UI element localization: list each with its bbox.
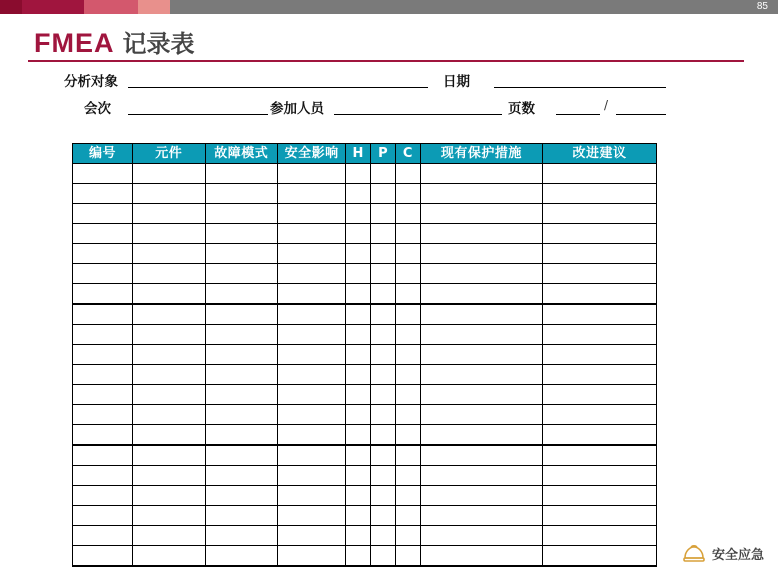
- table-cell[interactable]: [205, 164, 277, 184]
- table-cell[interactable]: [396, 345, 421, 365]
- table-cell[interactable]: [371, 345, 396, 365]
- color-segment-5: [170, 0, 778, 14]
- table-cell[interactable]: [420, 445, 542, 466]
- table-row[interactable]: [73, 224, 657, 244]
- table-cell[interactable]: [346, 204, 371, 224]
- table-cell[interactable]: [277, 244, 345, 264]
- table-cell[interactable]: [543, 184, 657, 204]
- table-cell[interactable]: [277, 184, 345, 204]
- table-cell[interactable]: [73, 284, 133, 305]
- table-cell[interactable]: [543, 345, 657, 365]
- table-cell[interactable]: [371, 164, 396, 184]
- table-cell[interactable]: [543, 506, 657, 526]
- table-cell[interactable]: [277, 466, 345, 486]
- table-cell[interactable]: [371, 244, 396, 264]
- table-cell[interactable]: [205, 204, 277, 224]
- table-cell[interactable]: [371, 526, 396, 546]
- column-header-c: C: [396, 144, 421, 164]
- table-row[interactable]: [73, 506, 657, 526]
- table-cell[interactable]: [396, 244, 421, 264]
- table-cell[interactable]: [205, 325, 277, 345]
- table-cell[interactable]: [73, 546, 133, 567]
- table-cell[interactable]: [73, 244, 133, 264]
- table-cell[interactable]: [543, 405, 657, 425]
- page-title-cn: 记录表: [122, 30, 195, 58]
- table-cell[interactable]: [396, 506, 421, 526]
- table-cell[interactable]: [420, 204, 542, 224]
- table-cell[interactable]: [396, 405, 421, 425]
- table-cell[interactable]: [73, 325, 133, 345]
- table-row[interactable]: [73, 304, 657, 325]
- table-row[interactable]: [73, 526, 657, 546]
- table-cell[interactable]: [543, 204, 657, 224]
- table-cell[interactable]: [205, 466, 277, 486]
- table-cell[interactable]: [420, 224, 542, 244]
- table-cell[interactable]: [371, 284, 396, 305]
- table-cell[interactable]: [543, 325, 657, 345]
- table-cell[interactable]: [371, 445, 396, 466]
- table-cell[interactable]: [133, 325, 205, 345]
- table-cell[interactable]: [543, 304, 657, 325]
- table-cell[interactable]: [277, 486, 345, 506]
- table-cell[interactable]: [420, 466, 542, 486]
- table-cell[interactable]: [73, 184, 133, 204]
- table-cell[interactable]: [205, 264, 277, 284]
- page-number: 85: [756, 1, 768, 12]
- table-cell[interactable]: [133, 486, 205, 506]
- table-cell[interactable]: [205, 385, 277, 405]
- table-row[interactable]: [73, 466, 657, 486]
- table-cell[interactable]: [420, 365, 542, 385]
- table-cell[interactable]: [205, 445, 277, 466]
- table-cell[interactable]: [73, 224, 133, 244]
- table-cell[interactable]: [396, 304, 421, 325]
- table-cell[interactable]: [543, 284, 657, 305]
- table-cell[interactable]: [205, 506, 277, 526]
- table-cell[interactable]: [371, 486, 396, 506]
- table-cell[interactable]: [133, 164, 205, 184]
- table-cell[interactable]: [543, 425, 657, 446]
- table-cell[interactable]: [346, 466, 371, 486]
- table-cell[interactable]: [396, 184, 421, 204]
- table-row[interactable]: [73, 486, 657, 506]
- table-row[interactable]: [73, 325, 657, 345]
- table-row[interactable]: [73, 405, 657, 425]
- table-cell[interactable]: [277, 385, 345, 405]
- table-cell[interactable]: [277, 264, 345, 284]
- table-cell[interactable]: [346, 506, 371, 526]
- table-cell[interactable]: [73, 506, 133, 526]
- table-cell[interactable]: [396, 466, 421, 486]
- table-cell[interactable]: [346, 244, 371, 264]
- table-row[interactable]: [73, 204, 657, 224]
- column-header-failure-mode: 故障模式: [205, 144, 277, 164]
- table-cell[interactable]: [543, 546, 657, 567]
- table-cell[interactable]: [277, 506, 345, 526]
- table-cell[interactable]: [346, 425, 371, 446]
- table-row[interactable]: [73, 345, 657, 365]
- table-cell[interactable]: [371, 466, 396, 486]
- column-header-h: H: [346, 144, 371, 164]
- table-cell[interactable]: [396, 204, 421, 224]
- table-cell[interactable]: [205, 425, 277, 446]
- column-header-safety-impact: 安全影响: [277, 144, 345, 164]
- table-row[interactable]: [73, 164, 657, 184]
- table-cell[interactable]: [346, 445, 371, 466]
- table-cell[interactable]: [371, 385, 396, 405]
- table-cell[interactable]: [277, 204, 345, 224]
- table-cell[interactable]: [371, 304, 396, 325]
- table-cell[interactable]: [371, 506, 396, 526]
- table-cell[interactable]: [133, 284, 205, 305]
- table-cell[interactable]: [277, 445, 345, 466]
- table-cell[interactable]: [73, 304, 133, 325]
- table-cell[interactable]: [277, 546, 345, 567]
- table-row[interactable]: [73, 425, 657, 446]
- table-cell[interactable]: [133, 264, 205, 284]
- title-divider: [28, 60, 744, 62]
- color-segment-2: [22, 0, 84, 14]
- table-cell[interactable]: [420, 385, 542, 405]
- table-cell[interactable]: [73, 405, 133, 425]
- table-cell[interactable]: [346, 405, 371, 425]
- table-cell[interactable]: [371, 204, 396, 224]
- table-cell[interactable]: [346, 546, 371, 567]
- table-cell[interactable]: [205, 365, 277, 385]
- column-header-p: P: [371, 144, 396, 164]
- table-cell[interactable]: [420, 546, 542, 567]
- table-cell[interactable]: [420, 264, 542, 284]
- field-line-analysis-object[interactable]: [128, 87, 428, 88]
- table-cell[interactable]: [205, 244, 277, 264]
- table-cell[interactable]: [543, 264, 657, 284]
- table-cell[interactable]: [346, 224, 371, 244]
- field-label-analysis-object: 分析对象: [64, 74, 118, 90]
- table-cell[interactable]: [371, 325, 396, 345]
- table-cell[interactable]: [396, 425, 421, 446]
- table-cell[interactable]: [133, 466, 205, 486]
- table-cell[interactable]: [133, 425, 205, 446]
- table-cell[interactable]: [205, 345, 277, 365]
- field-separator-slash: /: [604, 98, 609, 112]
- table-cell[interactable]: [277, 345, 345, 365]
- table-cell[interactable]: [73, 466, 133, 486]
- table-row[interactable]: [73, 244, 657, 264]
- table-cell[interactable]: [73, 365, 133, 385]
- table-cell[interactable]: [346, 385, 371, 405]
- table-cell[interactable]: [73, 445, 133, 466]
- fmea-table: [72, 143, 657, 567]
- table-cell[interactable]: [346, 264, 371, 284]
- page-title: [34, 24, 195, 59]
- column-header-improvement-suggestion: 改进建议: [543, 144, 657, 164]
- table-cell[interactable]: [543, 526, 657, 546]
- table-cell[interactable]: [205, 284, 277, 305]
- table-cell[interactable]: [133, 526, 205, 546]
- table-cell[interactable]: [205, 304, 277, 325]
- field-label-session: 会次: [84, 101, 111, 117]
- table-cell[interactable]: [277, 405, 345, 425]
- field-row-1: [0, 68, 778, 90]
- table-cell[interactable]: [346, 284, 371, 305]
- table-cell[interactable]: [543, 244, 657, 264]
- table-cell[interactable]: [396, 365, 421, 385]
- table-cell[interactable]: [346, 486, 371, 506]
- page-title-en: FMEA: [34, 28, 115, 58]
- table-row[interactable]: [73, 365, 657, 385]
- table-cell[interactable]: [277, 164, 345, 184]
- table-cell[interactable]: [396, 325, 421, 345]
- table-cell[interactable]: [371, 365, 396, 385]
- table-cell[interactable]: [133, 385, 205, 405]
- table-cell[interactable]: [205, 486, 277, 506]
- hardhat-icon: [682, 542, 706, 564]
- table-cell[interactable]: [371, 184, 396, 204]
- table-cell[interactable]: [73, 264, 133, 284]
- table-cell[interactable]: [420, 345, 542, 365]
- column-header-component: 元件: [133, 144, 205, 164]
- field-line-participants[interactable]: [334, 114, 502, 115]
- table-cell[interactable]: [543, 385, 657, 405]
- table-cell[interactable]: [133, 184, 205, 204]
- table-row[interactable]: [73, 264, 657, 284]
- table-cell[interactable]: [371, 425, 396, 446]
- table-cell[interactable]: [346, 365, 371, 385]
- table-cell[interactable]: [346, 184, 371, 204]
- table-cell[interactable]: [205, 224, 277, 244]
- table-cell[interactable]: [346, 304, 371, 325]
- watermark: [682, 542, 764, 564]
- table-cell[interactable]: [396, 264, 421, 284]
- table-cell[interactable]: [543, 164, 657, 184]
- table-cell[interactable]: [420, 425, 542, 446]
- column-header-id: 编号: [73, 144, 133, 164]
- table-cell[interactable]: [371, 405, 396, 425]
- table-cell[interactable]: [277, 365, 345, 385]
- table-cell[interactable]: [346, 325, 371, 345]
- table-cell[interactable]: [133, 546, 205, 567]
- color-segment-3: [84, 0, 138, 14]
- table-cell[interactable]: [73, 204, 133, 224]
- table-cell[interactable]: [420, 486, 542, 506]
- table-row[interactable]: [73, 284, 657, 305]
- table-cell[interactable]: [277, 224, 345, 244]
- table-cell[interactable]: [396, 385, 421, 405]
- table-row[interactable]: [73, 445, 657, 466]
- table-cell[interactable]: [396, 526, 421, 546]
- table-cell[interactable]: [420, 184, 542, 204]
- table-cell[interactable]: [73, 486, 133, 506]
- table-cell[interactable]: [420, 506, 542, 526]
- table-cell[interactable]: [133, 224, 205, 244]
- field-line-date[interactable]: [494, 87, 666, 88]
- table-cell[interactable]: [133, 506, 205, 526]
- table-cell[interactable]: [420, 244, 542, 264]
- table-cell[interactable]: [73, 164, 133, 184]
- table-cell[interactable]: [133, 445, 205, 466]
- table-cell[interactable]: [277, 325, 345, 345]
- table-row[interactable]: [73, 184, 657, 204]
- table-cell[interactable]: [420, 304, 542, 325]
- field-line-session[interactable]: [128, 114, 268, 115]
- table-cell[interactable]: [396, 224, 421, 244]
- table-cell[interactable]: [133, 345, 205, 365]
- table-cell[interactable]: [396, 546, 421, 567]
- table-cell[interactable]: [396, 284, 421, 305]
- table-cell[interactable]: [371, 224, 396, 244]
- table-cell[interactable]: [420, 405, 542, 425]
- table-cell[interactable]: [346, 526, 371, 546]
- field-label-participants: 参加人员: [270, 101, 324, 117]
- table-cell[interactable]: [346, 164, 371, 184]
- table-cell[interactable]: [277, 526, 345, 546]
- table-cell[interactable]: [420, 284, 542, 305]
- table-cell[interactable]: [371, 264, 396, 284]
- table-cell[interactable]: [73, 526, 133, 546]
- table-cell[interactable]: [277, 284, 345, 305]
- table-cell[interactable]: [73, 385, 133, 405]
- table-cell[interactable]: [205, 526, 277, 546]
- table-cell[interactable]: [73, 425, 133, 446]
- table-cell[interactable]: [371, 546, 396, 567]
- field-row-2: [0, 95, 778, 117]
- table-cell[interactable]: [133, 204, 205, 224]
- table-cell[interactable]: [396, 164, 421, 184]
- table-cell[interactable]: [420, 164, 542, 184]
- column-header-existing-protection: 现有保护措施: [420, 144, 542, 164]
- table-cell[interactable]: [277, 304, 345, 325]
- table-cell[interactable]: [543, 466, 657, 486]
- table-cell[interactable]: [277, 425, 345, 446]
- table-cell[interactable]: [73, 345, 133, 365]
- table-cell[interactable]: [396, 445, 421, 466]
- table-cell[interactable]: [543, 365, 657, 385]
- watermark-text: 安全应急: [711, 547, 764, 563]
- table-cell[interactable]: [396, 486, 421, 506]
- table-cell[interactable]: [420, 526, 542, 546]
- color-segment-1: [0, 0, 22, 14]
- field-label-date: 日期: [443, 74, 470, 90]
- field-label-pages: 页数: [508, 101, 535, 117]
- table-header-row: [73, 144, 657, 164]
- table-cell[interactable]: [205, 546, 277, 567]
- table-cell[interactable]: [543, 486, 657, 506]
- field-line-page-current[interactable]: [556, 114, 600, 115]
- table-cell[interactable]: [205, 184, 277, 204]
- table-cell[interactable]: [420, 325, 542, 345]
- table-cell[interactable]: [205, 405, 277, 425]
- field-line-page-total[interactable]: [616, 114, 666, 115]
- table-cell[interactable]: [543, 224, 657, 244]
- table-row[interactable]: [73, 385, 657, 405]
- color-segment-4: [138, 0, 170, 14]
- table-cell[interactable]: [133, 304, 205, 325]
- table-cell[interactable]: [346, 345, 371, 365]
- table-row[interactable]: [73, 546, 657, 567]
- table-body: [73, 164, 657, 567]
- table-cell[interactable]: [133, 244, 205, 264]
- table-cell[interactable]: [543, 445, 657, 466]
- top-color-bar: [0, 0, 778, 14]
- table-cell[interactable]: [133, 405, 205, 425]
- table-cell[interactable]: [133, 365, 205, 385]
